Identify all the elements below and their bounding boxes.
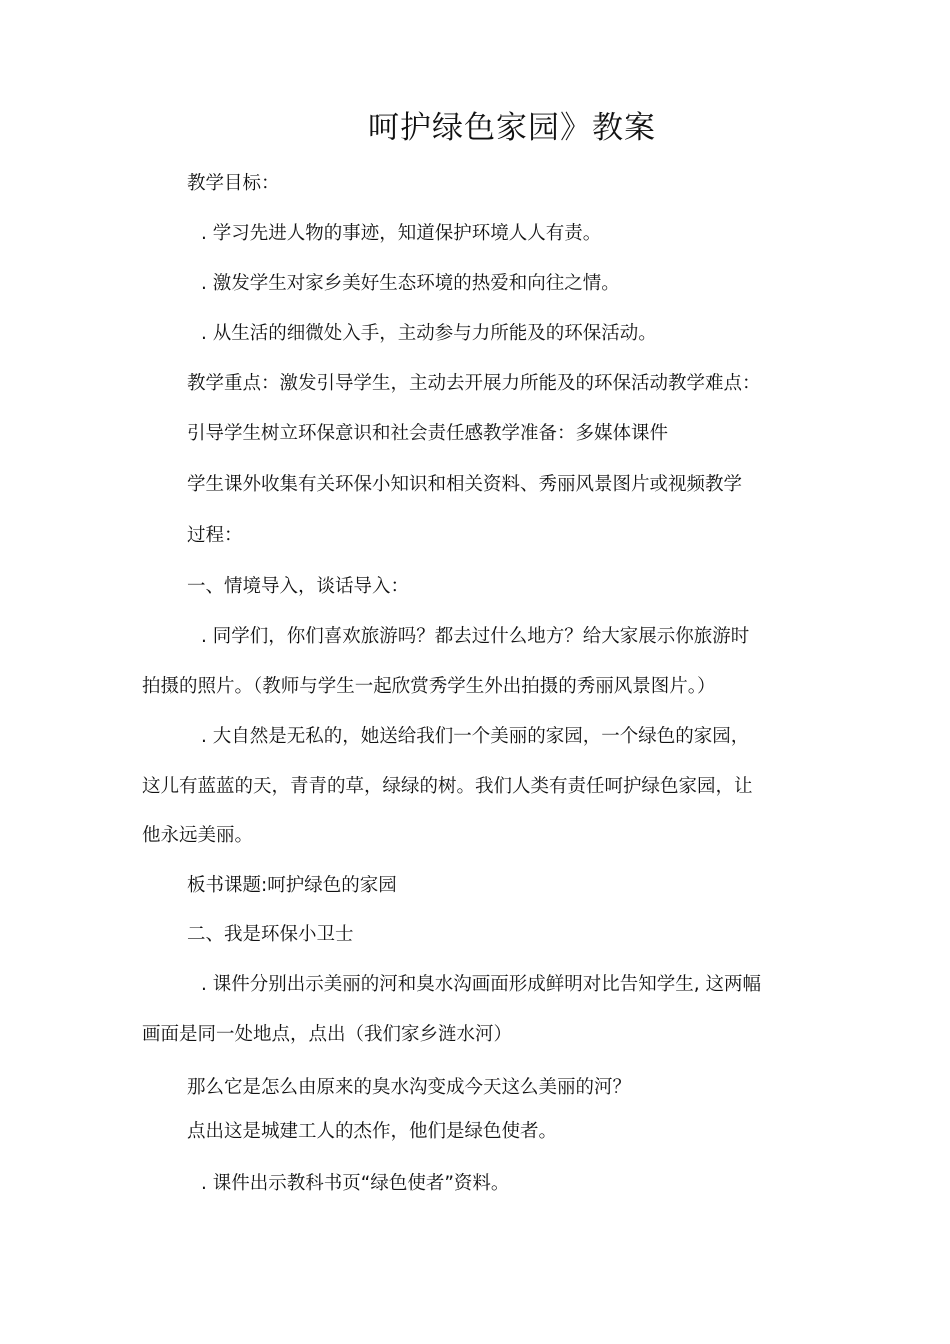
- text-line-same-place: 画面是同一处地点，点出（我们家乡涟水河）: [142, 1024, 513, 1045]
- text-line-blue-sky: 这儿有蓝蓝的天，青青的草，绿绿的树。我们人类有责任呵护绿色家园，让: [142, 776, 753, 797]
- text-line-nature-home: . 大自然是无私的，她送给我们一个美丽的家园，一个绿色的家园，: [201, 726, 750, 747]
- text-line-forever-beautiful: 他永远美丽。: [142, 825, 254, 846]
- text-line-textbook-material: . 课件出示教科书页“绿色使者”资料。: [201, 1173, 510, 1194]
- text-line-goal-2: . 激发学生对家乡美好生态环境的热爱和向往之情。: [201, 273, 620, 294]
- text-line-goal-3: . 从生活的细微处入手，主动参与力所能及的环保活动。: [201, 323, 657, 344]
- text-line-teaching-goals-heading: 教学目标：: [187, 173, 280, 194]
- text-line-travel-photos: 拍摄的照片。（教师与学生一起欣赏秀学生外出拍摄的秀丽风景图片。）: [142, 676, 716, 697]
- text-line-river-question: 那么它是怎么由原来的臭水沟变成今天这么美丽的河？: [187, 1077, 632, 1098]
- text-line-section-1-heading: 一、情境导入，谈话导入：: [187, 576, 410, 597]
- text-line-difficulty-preparation: 引导学生树立环保意识和社会责任感教学准备：多媒体课件: [187, 423, 669, 444]
- text-line-section-2-heading: 二、我是环保小卫士: [187, 924, 354, 945]
- text-line-key-points: 教学重点：激发引导学生，主动去开展力所能及的环保活动教学难点：: [187, 373, 761, 394]
- text-line-green-envoys: 点出这是城建工人的杰作，他们是绿色使者。: [187, 1121, 558, 1142]
- text-line-courseware-river: . 课件分别出示美丽的河和臭水沟画面形成鲜明对比告知学生, 这两幅: [201, 974, 762, 995]
- text-line-student-preparation: 学生课外收集有关环保小知识和相关资料、秀丽风景图片或视频教学: [187, 474, 743, 495]
- text-line-board-topic: 板书课题:呵护绿色的家园: [187, 875, 397, 896]
- document-title: 呵护绿色家园》教案: [368, 110, 656, 146]
- text-line-travel-question: . 同学们，你们喜欢旅游吗？都去过什么地方？给大家展示你旅游时: [201, 626, 750, 647]
- text-line-goal-1: . 学习先进人物的事迹，知道保护环境人人有责。: [201, 223, 602, 244]
- text-line-process-heading: 过程：: [187, 525, 243, 546]
